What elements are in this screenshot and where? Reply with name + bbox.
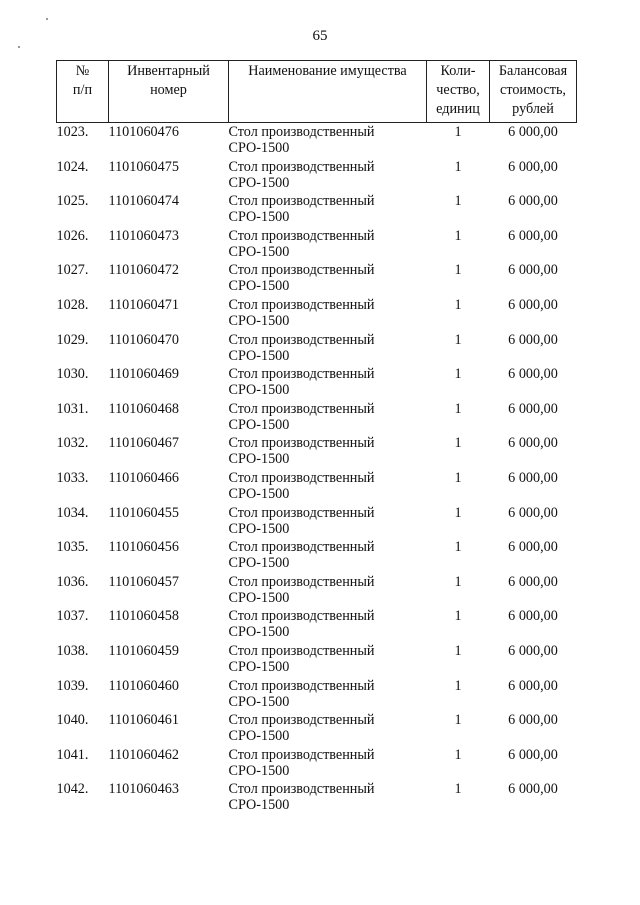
row-number: 1029. <box>56 331 89 348</box>
row-balance-cost: 6 000,00 <box>508 781 558 798</box>
row-name-line: Стол производственный <box>228 435 375 452</box>
row-name-line: Стол производственный <box>228 158 375 175</box>
row-name-line: СРО-1500 <box>228 278 290 295</box>
row-number: 1035. <box>56 539 89 556</box>
row-property-name <box>229 747 427 782</box>
row-balance-cost: 6 000,00 <box>508 504 558 521</box>
row-balance-cost: 6 000,00 <box>508 642 558 659</box>
row-inventory-number: 1101060475 <box>108 158 179 175</box>
row-name-line: Стол производственный <box>228 539 375 556</box>
row-name-line: Стол производственный <box>228 366 375 383</box>
row-balance-cost: 6 000,00 <box>508 573 558 590</box>
table-row <box>57 435 577 470</box>
table-row <box>57 159 577 194</box>
row-property-name <box>229 574 427 609</box>
row-property-name <box>229 262 427 297</box>
row-number: 1041. <box>56 746 89 763</box>
row-inventory-number: 1101060463 <box>108 781 179 798</box>
row-balance-cost: 6 000,00 <box>508 400 558 417</box>
row-property-name <box>229 470 427 505</box>
row-balance-cost: 6 000,00 <box>508 746 558 763</box>
row-quantity: 1 <box>454 193 462 210</box>
row-quantity: 1 <box>454 331 462 348</box>
row-balance-cost: 6 000,00 <box>508 193 558 210</box>
row-number: 1034. <box>56 504 89 521</box>
row-name-line: СРО-1500 <box>228 520 290 537</box>
row-property-name <box>229 781 427 816</box>
row-name-line: Стол производственный <box>228 642 375 659</box>
row-name-line: Стол производственный <box>228 227 375 244</box>
table-row <box>57 401 577 436</box>
row-name-line: Стол производственный <box>228 504 375 521</box>
row-name-line: СРО-1500 <box>228 347 290 364</box>
row-quantity: 1 <box>454 712 462 729</box>
row-property-name <box>229 332 427 367</box>
row-name-line: Стол производственный <box>228 331 375 348</box>
row-property-name <box>229 228 427 263</box>
row-number: 1027. <box>56 262 89 279</box>
row-quantity: 1 <box>454 435 462 452</box>
row-number: 1025. <box>56 193 89 210</box>
row-quantity: 1 <box>454 608 462 625</box>
table-row <box>57 643 577 678</box>
row-inventory-number: 1101060468 <box>108 400 179 417</box>
row-property-name <box>229 539 427 574</box>
row-property-name <box>229 608 427 643</box>
row-name-line: СРО-1500 <box>228 140 290 156</box>
row-name-line: Стол производственный <box>228 677 375 694</box>
table-row <box>57 297 577 332</box>
table-header <box>57 61 577 123</box>
row-inventory-number: 1101060473 <box>108 227 179 244</box>
row-quantity: 1 <box>454 366 462 383</box>
row-number: 1038. <box>56 642 89 659</box>
row-name-line: Стол производственный <box>228 262 375 279</box>
row-property-name <box>229 643 427 678</box>
header-no-line: № <box>75 63 90 79</box>
row-quantity: 1 <box>454 262 462 279</box>
row-name-line: Стол производственный <box>228 469 375 486</box>
row-inventory-number: 1101060476 <box>108 124 179 140</box>
row-name-line: Стол производственный <box>228 400 375 417</box>
row-balance-cost: 6 000,00 <box>508 262 558 279</box>
row-balance-cost: 6 000,00 <box>508 539 558 556</box>
row-inventory-number: 1101060472 <box>108 262 179 279</box>
table-row <box>57 505 577 540</box>
row-name-line: СРО-1500 <box>228 624 290 641</box>
row-quantity: 1 <box>454 400 462 417</box>
row-inventory-number: 1101060456 <box>108 539 179 556</box>
row-balance-cost: 6 000,00 <box>508 366 558 383</box>
row-name-line: СРО-1500 <box>228 555 290 572</box>
row-number: 1039. <box>56 677 89 694</box>
row-inventory-number: 1101060458 <box>108 608 179 625</box>
row-name-line: СРО-1500 <box>228 382 290 399</box>
row-name-line: СРО-1500 <box>228 312 290 329</box>
row-property-name <box>229 159 427 194</box>
table-row <box>57 539 577 574</box>
table-row <box>57 262 577 297</box>
row-name-line: СРО-1500 <box>228 589 290 606</box>
row-property-name <box>229 678 427 713</box>
row-quantity: 1 <box>454 677 462 694</box>
row-quantity: 1 <box>454 573 462 590</box>
row-property-name <box>229 712 427 747</box>
page-number: 65 <box>312 28 328 44</box>
row-number: 1036. <box>56 573 89 590</box>
header-inventory-line: Инвентарный <box>127 63 210 79</box>
row-inventory-number: 1101060457 <box>108 573 179 590</box>
header-balance-cost <box>490 61 577 123</box>
row-name-line: Стол производственный <box>228 296 375 313</box>
row-name-line: СРО-1500 <box>228 485 290 502</box>
row-name-line: Стол производственный <box>228 124 375 140</box>
row-name-line: СРО-1500 <box>228 451 290 468</box>
row-inventory-number: 1101060474 <box>108 193 179 210</box>
row-inventory-number: 1101060467 <box>108 435 179 452</box>
header-row <box>57 61 577 123</box>
header-quantity <box>427 61 490 123</box>
row-inventory-number: 1101060470 <box>108 331 179 348</box>
row-quantity: 1 <box>454 124 462 140</box>
row-name-line: СРО-1500 <box>228 693 290 710</box>
header-name-line: Наименование имущества <box>248 63 407 79</box>
row-property-name <box>229 505 427 540</box>
row-inventory-number: 1101060455 <box>108 504 179 521</box>
row-property-name <box>229 193 427 228</box>
row-inventory-number: 1101060461 <box>108 712 179 729</box>
row-balance-cost: 6 000,00 <box>508 677 558 694</box>
table-row <box>57 747 577 782</box>
row-number: 1032. <box>56 435 89 452</box>
row-number: 1040. <box>56 712 89 729</box>
row-number: 1037. <box>56 608 89 625</box>
row-name-line: СРО-1500 <box>228 658 290 675</box>
table-body <box>57 123 577 816</box>
row-number: 1042. <box>56 781 89 798</box>
table-row <box>57 470 577 505</box>
row-name-line: СРО-1500 <box>228 762 290 779</box>
table-row <box>57 712 577 747</box>
table-row <box>57 781 577 816</box>
row-number: 1028. <box>56 296 89 313</box>
row-property-name <box>229 123 427 159</box>
header-inventory-number <box>109 61 229 123</box>
row-name-line: Стол производственный <box>228 608 375 625</box>
table-row <box>57 678 577 713</box>
row-number: 1024. <box>56 158 89 175</box>
row-inventory-number: 1101060460 <box>108 677 179 694</box>
row-balance-cost: 6 000,00 <box>508 158 558 175</box>
row-quantity: 1 <box>454 469 462 486</box>
row-quantity: 1 <box>454 539 462 556</box>
table-row <box>57 574 577 609</box>
header-cost-line: рублей <box>512 101 554 117</box>
row-balance-cost: 6 000,00 <box>508 469 558 486</box>
header-property-name <box>229 61 427 123</box>
row-number: 1033. <box>56 469 89 486</box>
row-name-line: Стол производственный <box>228 781 375 798</box>
row-property-name <box>229 366 427 401</box>
row-inventory-number: 1101060469 <box>108 366 179 383</box>
row-property-name <box>229 401 427 436</box>
scan-speck <box>46 18 48 20</box>
row-property-name <box>229 297 427 332</box>
row-balance-cost: 6 000,00 <box>508 608 558 625</box>
row-number: 1030. <box>56 366 89 383</box>
row-inventory-number: 1101060459 <box>108 642 179 659</box>
table-row <box>57 123 577 159</box>
row-inventory-number: 1101060462 <box>108 746 179 763</box>
row-quantity: 1 <box>454 296 462 313</box>
table-row <box>57 332 577 367</box>
row-quantity: 1 <box>454 781 462 798</box>
row-quantity: 1 <box>454 504 462 521</box>
row-inventory-number: 1101060466 <box>108 469 179 486</box>
header-quantity-line: единиц <box>436 101 480 117</box>
row-name-line: Стол производственный <box>228 193 375 210</box>
row-name-line: Стол производственный <box>228 746 375 763</box>
table-row <box>57 366 577 401</box>
row-property-name <box>229 435 427 470</box>
row-name-line: Стол производственный <box>228 573 375 590</box>
row-balance-cost: 6 000,00 <box>508 227 558 244</box>
header-no-line: п/п <box>72 82 93 98</box>
header-quantity-line: чество, <box>436 82 480 98</box>
inventory-table <box>56 60 577 816</box>
table-row <box>57 193 577 228</box>
row-name-line: СРО-1500 <box>228 728 290 745</box>
row-quantity: 1 <box>454 158 462 175</box>
header-no <box>57 61 109 123</box>
row-quantity: 1 <box>454 746 462 763</box>
row-name-line: СРО-1500 <box>228 209 290 226</box>
row-balance-cost: 6 000,00 <box>508 296 558 313</box>
header-inventory-line: номер <box>150 82 187 98</box>
table-row <box>57 228 577 263</box>
scan-speck <box>18 46 20 48</box>
row-balance-cost: 6 000,00 <box>508 331 558 348</box>
row-number: 1031. <box>56 400 89 417</box>
header-cost-line: Балансовая <box>498 63 568 79</box>
header-cost-line: стоимость, <box>500 82 566 98</box>
header-quantity-line: Коли- <box>440 63 476 79</box>
row-quantity: 1 <box>454 227 462 244</box>
row-quantity: 1 <box>454 642 462 659</box>
row-name-line: СРО-1500 <box>228 243 290 260</box>
row-name-line: СРО-1500 <box>228 174 290 191</box>
row-number: 1023. <box>56 124 89 140</box>
row-name-line: Стол производственный <box>228 712 375 729</box>
row-number: 1026. <box>56 227 89 244</box>
row-balance-cost: 6 000,00 <box>508 435 558 452</box>
row-balance-cost: 6 000,00 <box>508 124 558 140</box>
row-inventory-number: 1101060471 <box>108 296 179 313</box>
row-balance-cost: 6 000,00 <box>508 712 558 729</box>
row-name-line: СРО-1500 <box>228 416 290 433</box>
row-name-line: СРО-1500 <box>228 797 290 814</box>
table-row <box>57 608 577 643</box>
